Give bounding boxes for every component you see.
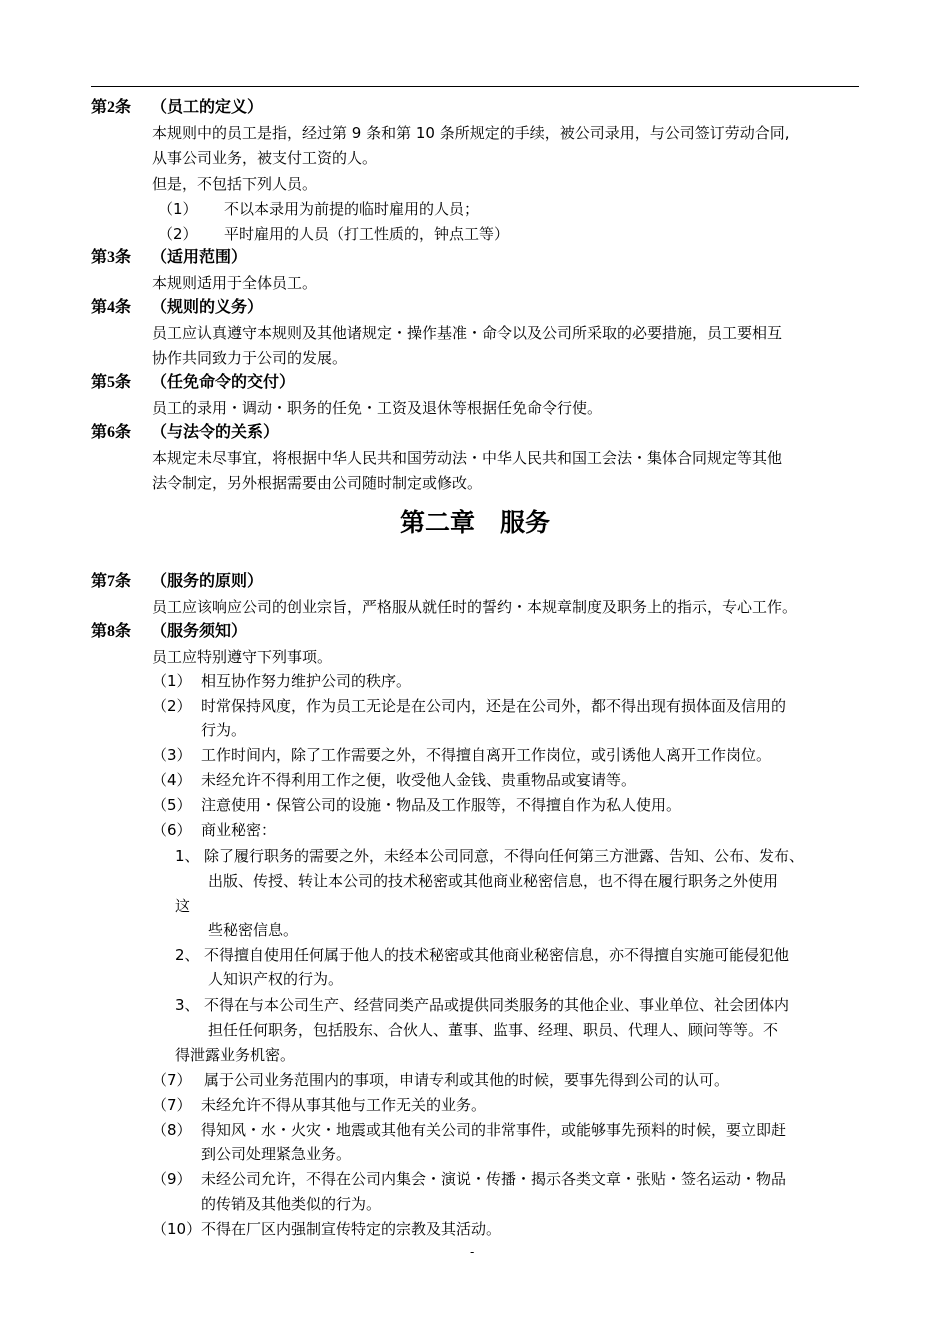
sub-item-number: 1、 [175,847,200,865]
list-item [158,199,479,219]
article-5-heading [91,373,295,393]
item-text: 不得在厂区内强制宣传特定的宗教及其活动。 [201,1220,502,1238]
list-item [152,1219,501,1239]
header-rule [91,86,859,87]
item-text: 未经允许不得从事其他与工作无关的业务。 [201,1096,487,1114]
list-item [152,1169,786,1189]
item-text: 得知风・水・火灾・地震或其他有关公司的非常事件，或能够事先预料的时候，要立即赶 [201,1121,787,1139]
list-item [152,820,276,840]
sub-item-number: 2、 [175,946,200,964]
item-number: （3） [152,746,192,764]
item-number: （6） [152,821,192,839]
page-footer: - [470,1245,475,1259]
item-number: （1） [152,672,192,690]
list-item [152,770,636,790]
item-number: （4） [152,771,192,789]
paragraph: 员工的录用・调动・职务的任免・工资及退休等根据任免命令行使。 [152,399,603,417]
item-number: （9） [152,1170,192,1188]
list-item [152,671,411,691]
sub-item-text: 不得在与本公司生产、经营同类产品或提供同类服务的其他企业、事业单位、社会团体内 [204,996,790,1014]
sub-item-continuation: 这 [175,897,191,915]
sub-item-continuation: 些秘密信息。 [208,921,299,939]
article-number: 第4条 [91,299,132,316]
item-number: （7） [152,1071,192,1089]
item-continuation: 到公司处理紧急业务。 [201,1145,352,1163]
sub-item-continuation: 担任任何职务，包括股东、合伙人、董事、监事、经理、职员、代理人、顾问等等。不 [208,1021,779,1039]
item-text: 相互协作努力维护公司的秩序。 [201,672,412,690]
item-text: 不以本录用为前提的临时雇用的人员； [224,200,480,218]
sub-item-text: 不得擅自使用任何属于他人的技术秘密或其他商业秘密信息，亦不得擅自实施可能侵犯他 [204,946,790,964]
item-text: 属于公司业务范围内的事项，申请专利或其他的时候，要事先得到公司的认可。 [204,1071,730,1089]
paragraph: 员工应认真遵守本规则及其他诸规定・操作基准・命令以及公司所采取的必要措施，员工要相互 [152,324,783,342]
item-number: （8） [152,1121,192,1139]
article-3-heading [91,248,247,268]
sub-item-continuation: 出版、传授、转让本公司的技术秘密或其他商业秘密信息，也不得在履行职务之外使用 [208,872,779,890]
article-number: 第2条 [91,99,132,116]
item-number: （5） [152,796,192,814]
list-item [152,696,786,716]
item-text: 工作时间内，除了工作需要之外，不得擅自离开工作岗位，或引诱他人离开工作岗位。 [201,746,772,764]
article-7-heading [91,572,263,592]
item-continuation: 行为。 [201,721,247,739]
article-title: （服务的原则） [151,573,264,590]
sub-item-number: 3、 [175,996,200,1014]
article-title: （任免命令的交付） [151,374,296,391]
article-title: （与法令的关系） [151,424,280,441]
item-continuation: 的传销及其他类似的行为。 [201,1195,382,1213]
paragraph: 法令制定，另外根据需要由公司随时制定或修改。 [152,474,483,492]
article-8-heading [91,622,247,642]
item-number: （7） [152,1096,192,1114]
paragraph: 本规则中的员工是指，经过第 9 条和第 10 条所规定的手续，被公司录用，与公司签订劳动合同, [152,124,790,142]
list-item [152,1095,486,1115]
item-text: 未经允许不得利用工作之便，收受他人金钱、贵重物品或宴请等。 [201,771,637,789]
list-item [152,795,681,815]
item-text: 未经公司允许，不得在公司内集会・演说・传播・揭示各类文章・张贴・签名运动・物品 [201,1170,787,1188]
sub-list-item [175,995,789,1015]
paragraph: 协作共同致力于公司的发展。 [152,349,348,367]
paragraph: 从事公司业务，被支付工资的人。 [152,149,378,167]
article-title: （服务须知） [151,623,248,640]
item-number: （2） [152,697,192,715]
list-item [158,224,509,244]
article-title: （规则的义务） [151,299,264,316]
sub-item-continuation: 得泄露业务机密。 [175,1046,296,1064]
item-number: （10） [152,1220,202,1238]
paragraph: 但是，不包括下列人员。 [152,175,318,193]
paragraph: 员工应该响应公司的创业宗旨，严格服从就任时的誓约・本规章制度及职务上的指示，专心工作。 [152,598,798,616]
item-text: 平时雇用的人员（打工性质的，钟点工等） [224,225,510,243]
article-number: 第8条 [91,623,132,640]
item-text: 时常保持风度，作为员工无论是在公司内，还是在公司外，都不得出现有损体面及信用的 [201,697,787,715]
sub-item-continuation: 人知识产权的行为。 [208,970,344,988]
article-2-heading [91,98,263,118]
chapter-title: 第二章 服务 [399,508,550,537]
paragraph: 本规定未尽事宜，将根据中华人民共和国劳动法・中华人民共和国工会法・集体合同规定等其他 [152,449,783,467]
article-4-heading [91,298,263,318]
sub-list-item [175,945,789,965]
sub-item-text: 除了履行职务的需要之外，未经本公司同意，不得向任何第三方泄露、告知、公布、发布、 [204,847,805,865]
list-item [152,1070,729,1090]
item-text: 商业秘密： [201,821,277,839]
article-number: 第6条 [91,424,132,441]
item-text: 注意使用・保管公司的设施・物品及工作服等，不得擅自作为私人使用。 [201,796,682,814]
article-6-heading [91,423,279,443]
sub-list-item [175,846,804,866]
list-item [152,745,771,765]
paragraph: 员工应特别遵守下列事项。 [152,648,333,666]
article-title: （适用范围） [151,249,248,266]
article-title: （员工的定义） [151,99,264,116]
article-number: 第5条 [91,374,132,391]
item-number: （2） [158,225,198,243]
list-item [152,1120,786,1140]
article-number: 第7条 [91,573,132,590]
item-number: （1） [158,200,198,218]
article-number: 第3条 [91,249,132,266]
paragraph: 本规则适用于全体员工。 [152,274,318,292]
